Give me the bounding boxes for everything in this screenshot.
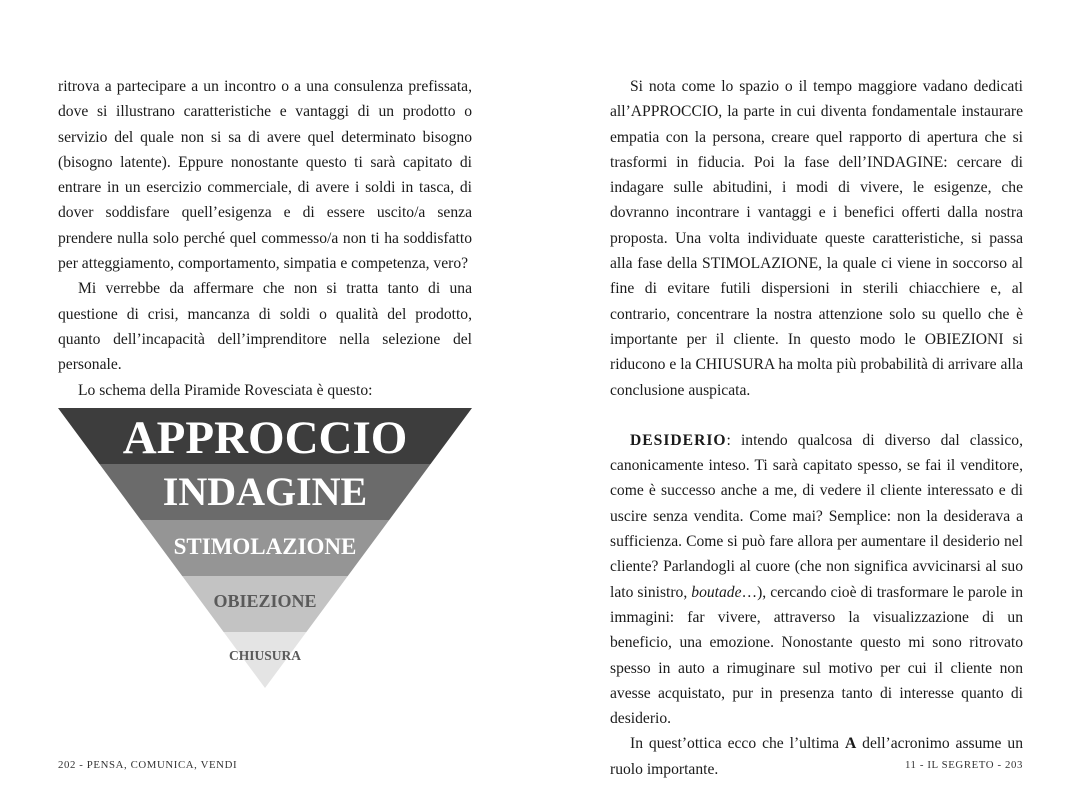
text-span: : intendo qualcosa di diverso dal classico, canonicamente inteso. Ti sarà capitato spesso, se fai il venditore, come è successo anche a me, di vedere il cliente interessato e di uscire senza vendita. Come mai? Semplice: non la desiderava a sufficienza. Come si può fare allora per aumentare il desiderio nel cliente? Parlandogli al cuore (che non significa avvicinarsi al suo lato sinistro, (610, 431, 1023, 601)
right-text (610, 74, 1023, 782)
text-span: In quest’ottica ecco che l’ultima (630, 735, 845, 753)
pyramid-label-chiusura: CHIUSURA (228, 648, 302, 663)
pyramid-label-indagine: INDAGINE (162, 469, 368, 514)
paragraph: Si nota come lo spazio o il tempo maggiore vadano dedicati all’APPROCCIO, la parte in cui diventa fondamentale instaurare empatia con la persona, creare quel rapporto di apertura che si trasformi in fiducia. Poi la fase dell’INDAGINE: cercare di indagare sulle abitudini, i modi di vivere, le esigenze, che dovranno incontrare i vantaggi e i benefici offerti dalla nostra proposta. Una volta individuate queste caratteristiche, si passa alla fase della STIMOLAZIONE, la quale ci viene in soccorso al fine di evitare futili dispersioni in sterili chiacchiere e, al contrario, concentrare la nostra attenzione solo su quello che è importante per il cliente. In questo modo le OBIEZIONI si riducono e la CHIUSURA ha molta più probabilità di arrivare alla conclusione auspicata. (610, 78, 1023, 399)
pyramid-label-obiezione: OBIEZIONE (213, 591, 317, 611)
paragraph: Lo schema della Piramide Rovesciata è questo: (78, 381, 373, 399)
text-span: dell’acronimo assume un ruolo importante. (610, 735, 1023, 778)
inverted-pyramid-diagram (58, 408, 472, 688)
paragraph-desiderio (610, 428, 1023, 732)
italic-term: boutade (691, 583, 742, 601)
pyramid-label-approccio: APPROCCIO (122, 412, 408, 464)
paragraph (610, 731, 1023, 782)
bold-letter: A (844, 735, 857, 753)
paragraph: Mi verrebbe da affermare che non si tratta tanto di una questione di crisi, mancanza di soldi o qualità del prodotto, quanto dell’incapacità dell’imprenditore nella selezione del personale. (58, 280, 472, 374)
text-span: …), cercando cioè di trasformare le parole in immagini: far vivere, attraverso la visualizzazione di un beneficio, una emozione. Nonostante questo mi sono ritrovato spesso in auto a rimuginare sul motivo per cui il cliente non avesse acquistato, pur in presenza tanto di interesse quanto di desiderio. (610, 583, 1023, 728)
pyramid-label-stimolazione: STIMOLAZIONE (173, 534, 357, 559)
left-footer: 202 - PENSA, COMUNICA, VENDI (58, 759, 238, 771)
left-text (58, 74, 472, 403)
right-page (610, 0, 1023, 810)
left-page (58, 0, 472, 810)
bold-term: DESIDERIO (630, 431, 727, 449)
right-footer: 11 - IL SEGRETO - 203 (904, 759, 1023, 771)
paragraph: ritrova a partecipare a un incontro o a una consulenza prefissata, dove si illustrano caratteristiche e vantaggi di un prodotto o servizio del quale non si sa di avere quel determinato bisogno (bisogno latente). Eppure nonostante questo ti sarà capitato di entrare in un esercizio commerciale, di avere i soldi in tasca, di dover soddisfare quell’esigenza e di essere uscito/a senza prendere nulla solo perché quel commesso/a non ti ha soddisfatto per atteggiamento, comportamento, simpatia e competenza, vero? (58, 78, 472, 273)
